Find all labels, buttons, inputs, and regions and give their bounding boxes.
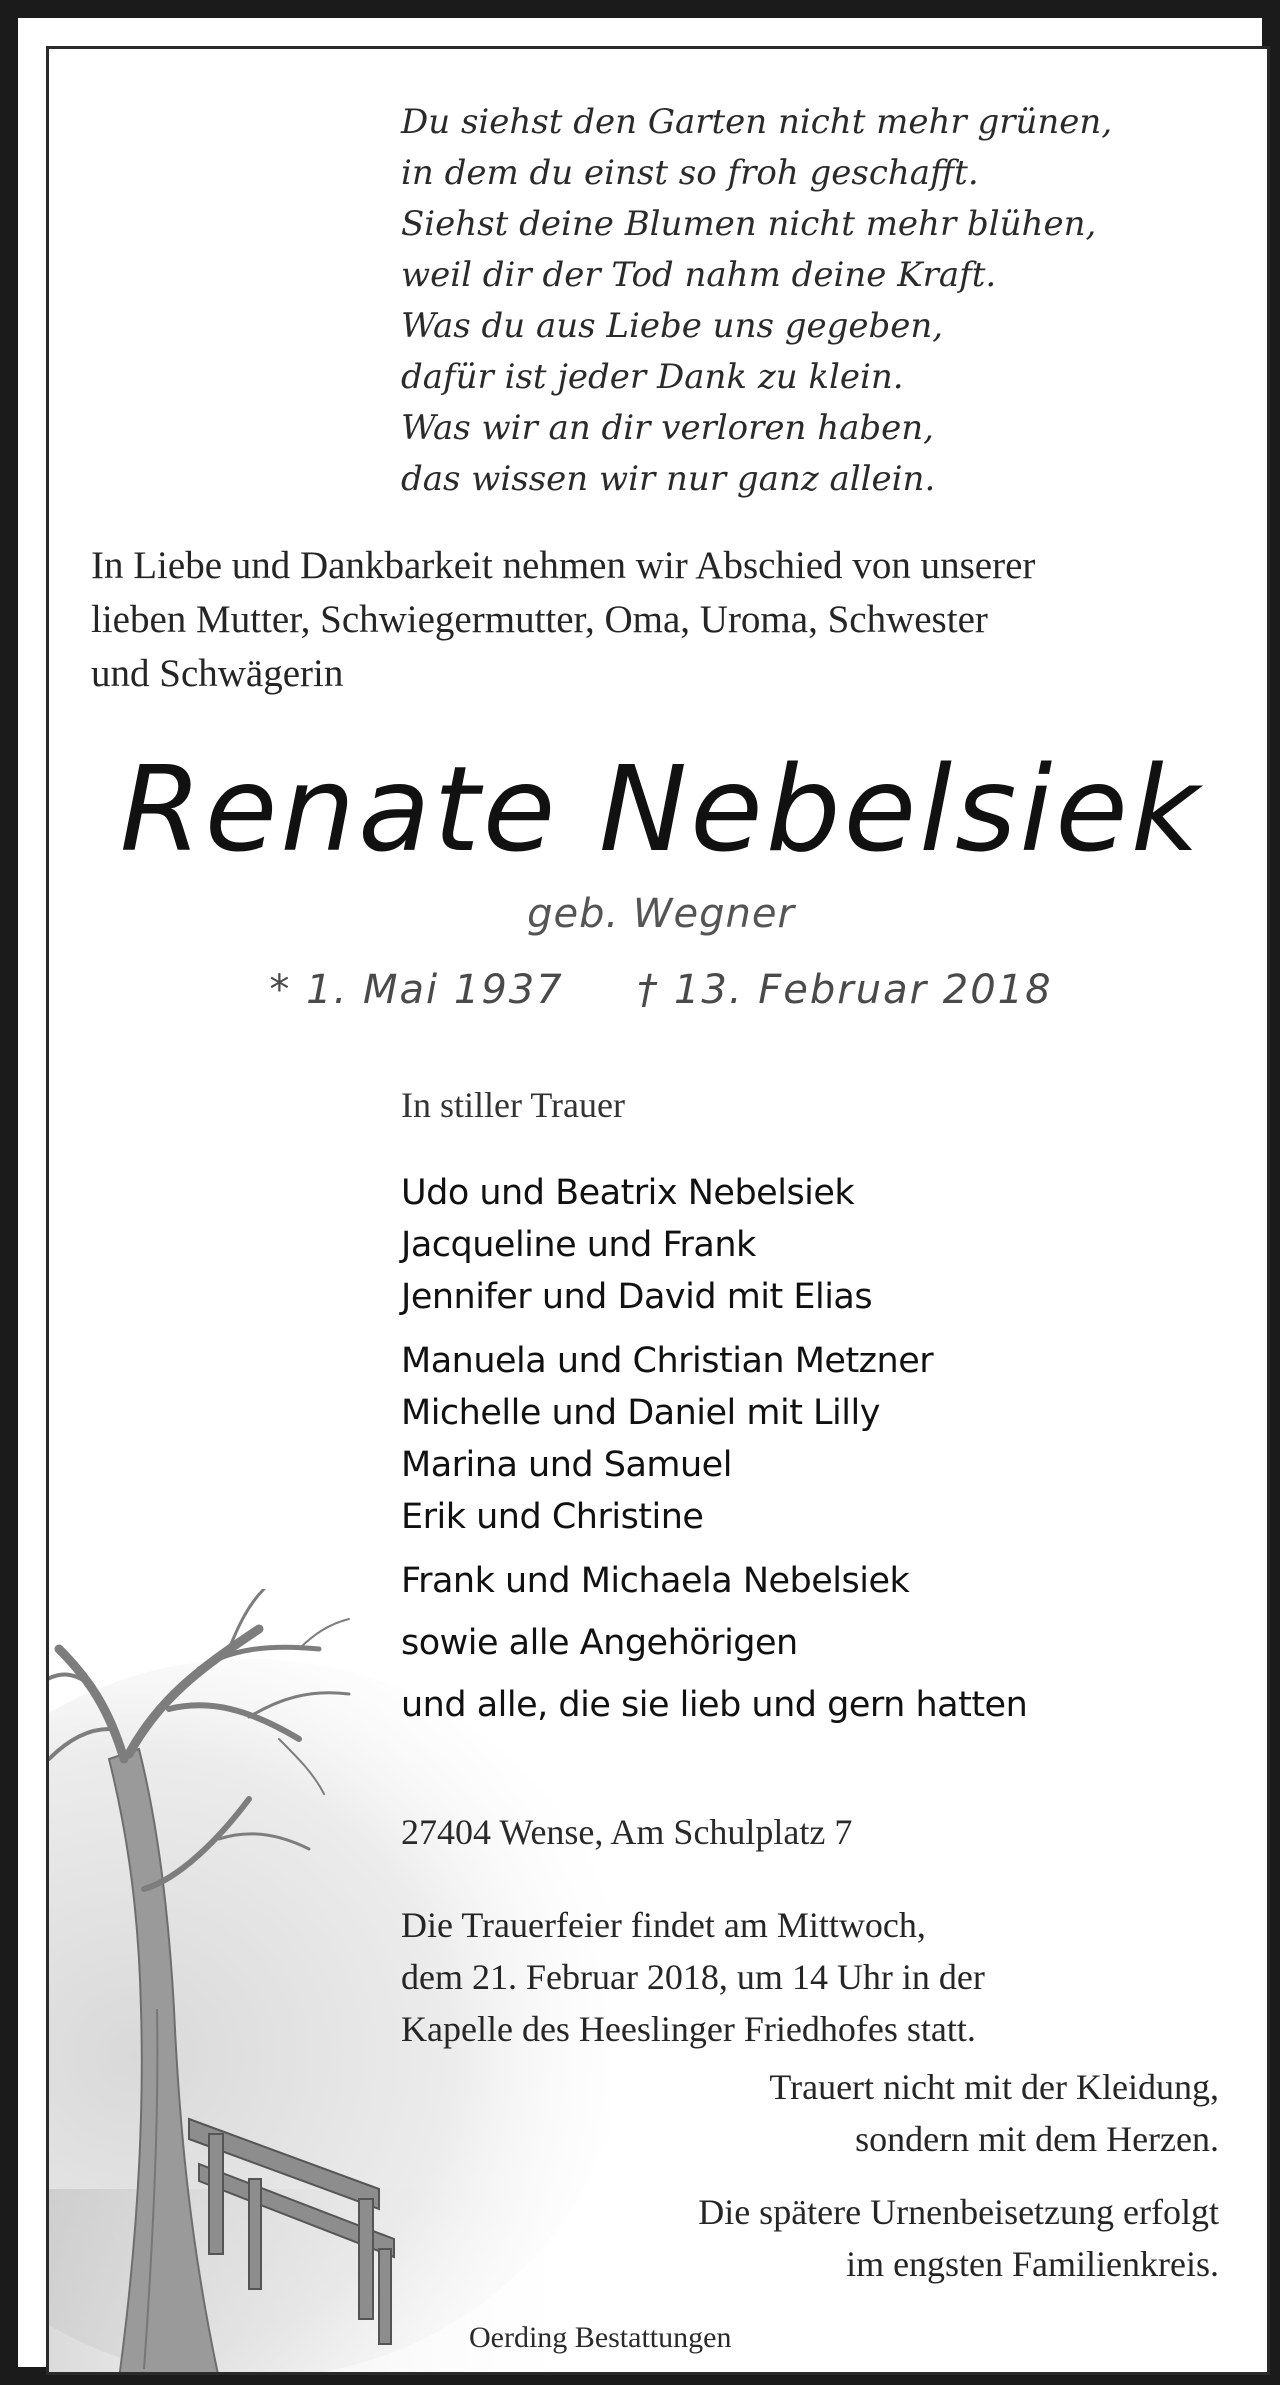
closing-quote [769, 2061, 1219, 2165]
birth-name: geb. Wegner [527, 891, 795, 937]
poem-line: das wissen wir nur ganz allein. [401, 459, 936, 499]
mourner-line: Michelle und Daniel mit Lilly [401, 1393, 880, 1433]
poem-line: Siehst deine Blumen nicht mehr blühen, [401, 204, 1097, 244]
undertaker: Oerding Bestattungen [469, 2321, 732, 2354]
obituary-notice [46, 46, 1270, 2375]
life-dates [49, 967, 1270, 1013]
poem-line: Was du aus Liebe uns gegeben, [401, 306, 944, 346]
intro-line: und Schwägerin [91, 652, 344, 695]
mourner-line: Marina und Samuel [401, 1445, 732, 1485]
poem-line: in dem du einst so froh geschafft. [401, 153, 979, 193]
mourner-line: Jacqueline und Frank [401, 1225, 756, 1265]
intro-line: In Liebe und Dankbarkeit nehmen wir Abschied von unserer [91, 544, 1036, 587]
poem-line: Du siehst den Garten nicht mehr grünen, [401, 102, 1113, 142]
mourner-line: Udo und Beatrix Nebelsiek [401, 1173, 855, 1213]
poem-line: dafür ist jeder Dank zu klein. [401, 357, 904, 397]
service-line: Kapelle des Heeslinger Friedhofes statt. [401, 2009, 976, 2049]
poem-line: weil dir der Tod nahm deine Kraft. [401, 255, 997, 295]
service-line: dem 21. Februar 2018, um 14 Uhr in der [401, 1957, 985, 1997]
mourner-line: Jennifer und David mit Elias [401, 1277, 873, 1317]
mourner-line: Manuela und Christian Metzner [401, 1341, 934, 1381]
mourner-line: sowie alle Angehörigen [401, 1623, 798, 1663]
poem-line: Was wir an dir verloren haben, [401, 408, 934, 448]
service-line: Die Trauerfeier findet am Mittwoch, [401, 1905, 926, 1945]
mourners-list [401, 1167, 1027, 1743]
note-line: Die spätere Urnenbeisetzung erfolgt [698, 2192, 1219, 2232]
mourner-line: und alle, die sie lieb und gern hatten [401, 1685, 1028, 1725]
mourners-group [401, 1167, 1027, 1323]
address: 27404 Wense, Am Schulplatz 7 [401, 1812, 853, 1852]
quote-line: sondern mit dem Herzen. [855, 2119, 1219, 2159]
quote-line: Trauert nicht mit der Kleidung, [769, 2067, 1219, 2107]
mourner-line: Erik und Christine [401, 1497, 704, 1537]
intro-text [91, 539, 1251, 701]
deceased-name: Renate Nebelsiek [119, 740, 1203, 878]
note-line: im engsten Familienkreis. [846, 2244, 1219, 2284]
mourners-group [401, 1335, 1027, 1543]
death-date: † 13. Februar 2018 [637, 967, 1053, 1013]
birth-date: * 1. Mai 1937 [269, 967, 564, 1013]
mourner-line: Frank und Michaela Nebelsiek [401, 1561, 910, 1601]
poem [401, 97, 1221, 505]
intro-line: lieben Mutter, Schwiegermutter, Oma, Uroma, Schwester [91, 598, 988, 641]
mourners-group [401, 1555, 1027, 1731]
urn-burial-note [698, 2186, 1219, 2290]
mourning-label: In stiller Trauer [401, 1085, 625, 1125]
service-info [401, 1899, 985, 2055]
